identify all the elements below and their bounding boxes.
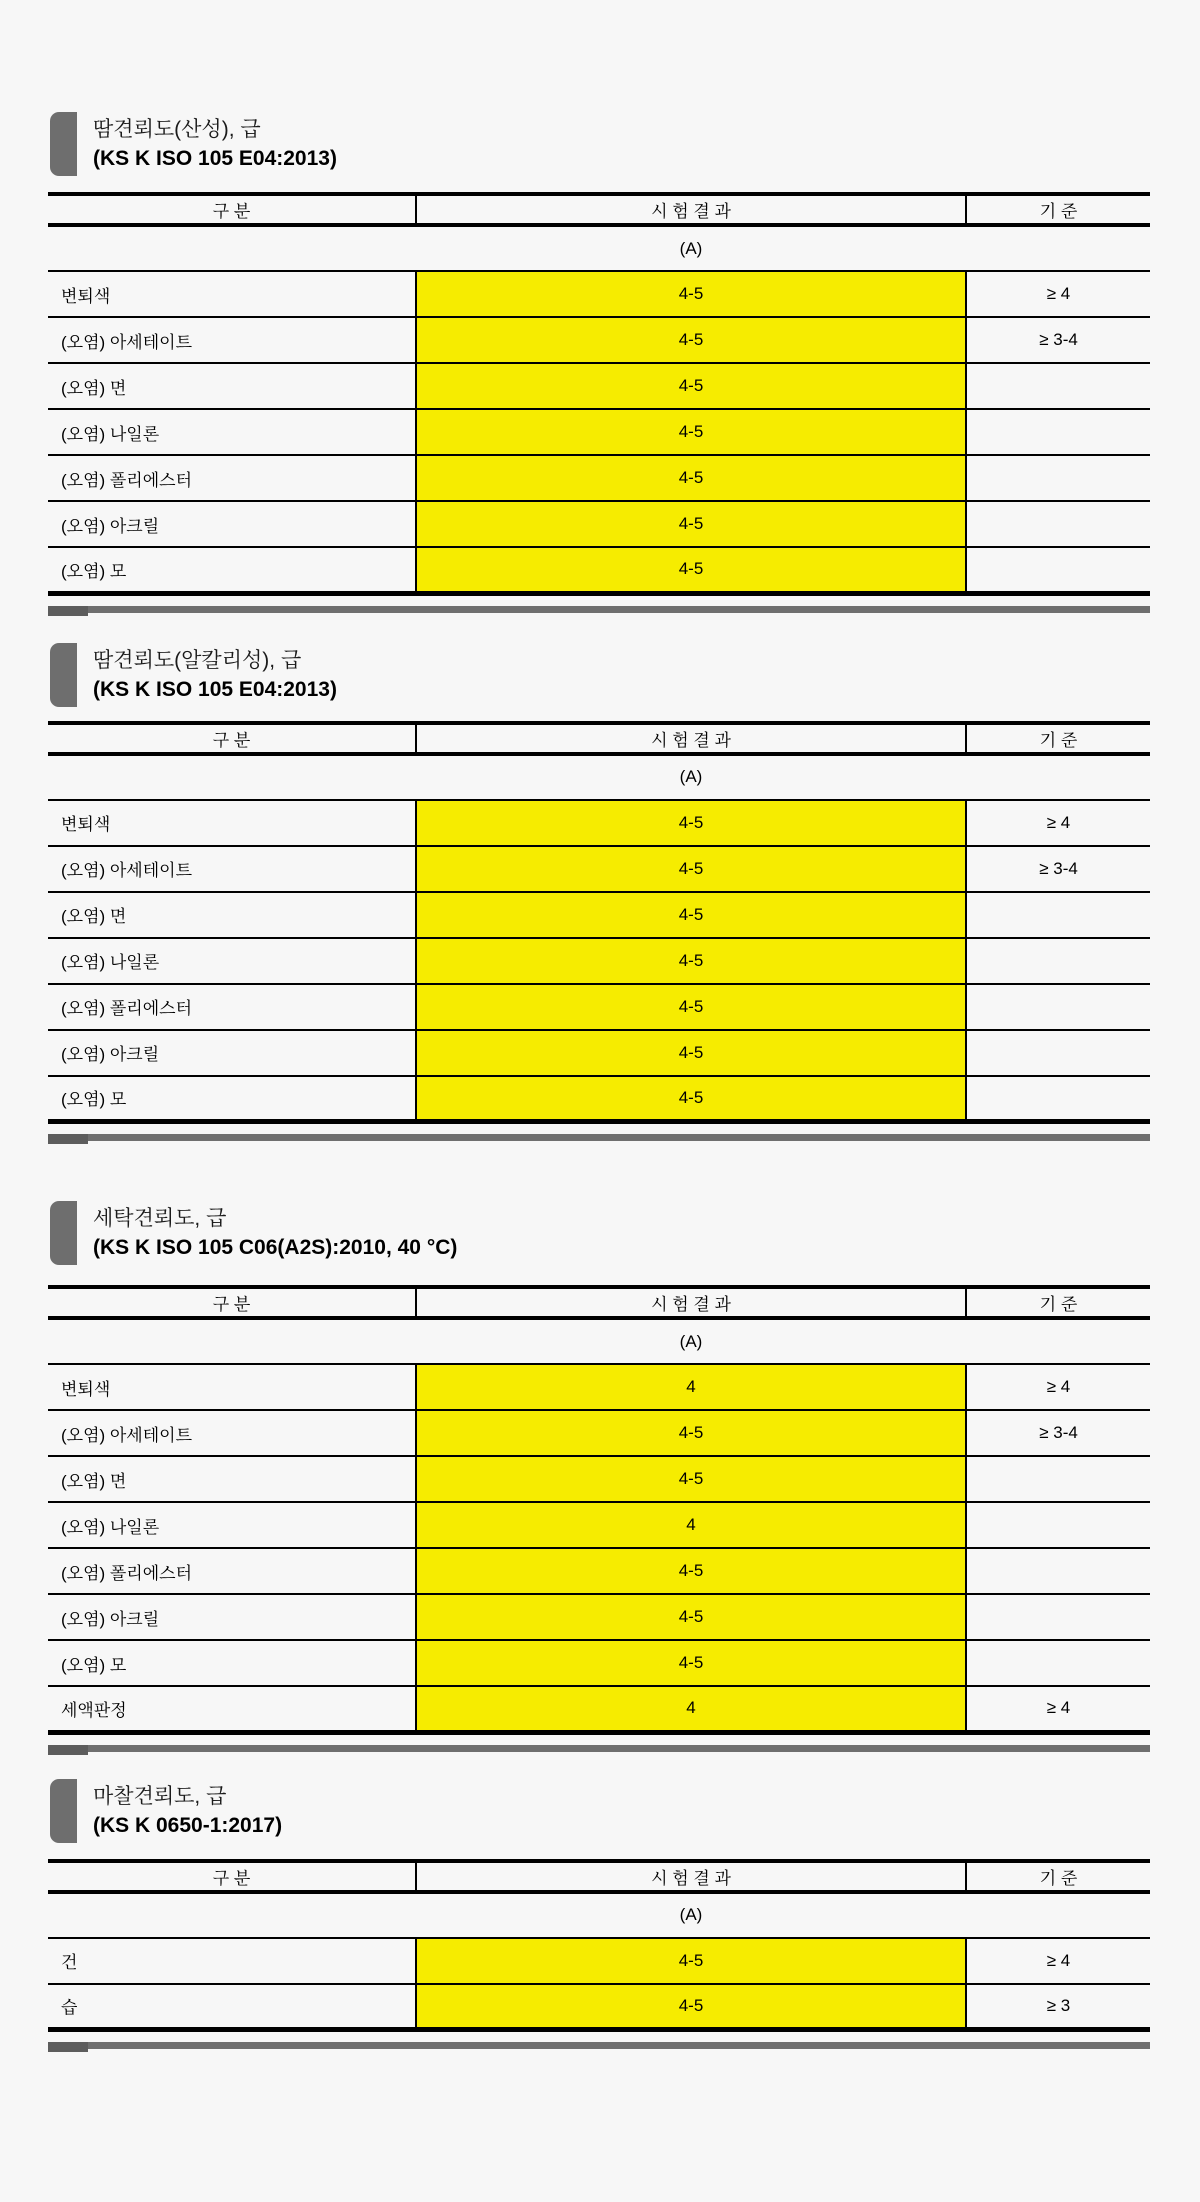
result-cell: 4 — [416, 1686, 966, 1732]
table-row — [48, 547, 1150, 593]
table-row — [48, 1030, 1150, 1076]
row-label-cell: (오염) 면 — [48, 892, 416, 938]
row-label-cell: 변퇴색 — [48, 800, 416, 846]
table-row — [48, 1640, 1150, 1686]
criteria-cell — [966, 455, 1150, 501]
col-header-category: 구 분 — [48, 1287, 416, 1318]
result-table — [48, 1285, 1150, 1735]
result-cell: 4-5 — [416, 1984, 966, 2030]
table-body — [48, 225, 1150, 593]
table-row — [48, 1686, 1150, 1732]
section-divider — [48, 2042, 1150, 2049]
row-label-cell: (오염) 모 — [48, 1640, 416, 1686]
col-header-criteria: 기 준 — [966, 723, 1150, 754]
result-cell: 4-5 — [416, 800, 966, 846]
criteria-cell: ≥ 3-4 — [966, 1410, 1150, 1456]
col-header-result: 시 험 결 과 — [416, 194, 966, 225]
group-spacer — [48, 754, 416, 800]
criteria-cell: ≥ 3-4 — [966, 317, 1150, 363]
criteria-cell — [966, 1548, 1150, 1594]
table-row — [48, 1548, 1150, 1594]
criteria-cell — [966, 1594, 1150, 1640]
divider-cap — [48, 2042, 88, 2052]
result-cell: 4-5 — [416, 1076, 966, 1122]
divider-cap — [48, 1134, 88, 1144]
row-label-cell: (오염) 면 — [48, 363, 416, 409]
table-header-row — [48, 723, 1150, 754]
criteria-cell — [966, 1076, 1150, 1122]
row-label-cell: (오염) 폴리에스터 — [48, 455, 416, 501]
criteria-cell — [966, 547, 1150, 593]
result-cell: 4-5 — [416, 1938, 966, 1984]
result-cell: 4-5 — [416, 547, 966, 593]
result-cell: 4-5 — [416, 501, 966, 547]
criteria-cell — [966, 1456, 1150, 1502]
table-body — [48, 754, 1150, 1122]
test-section-washing — [0, 1141, 1200, 1752]
row-label-cell: (오염) 아크릴 — [48, 1594, 416, 1640]
result-cell: 4-5 — [416, 892, 966, 938]
result-cell: 4-5 — [416, 1030, 966, 1076]
row-label-cell: (오염) 아세테이트 — [48, 846, 416, 892]
row-label-cell: (오염) 나일론 — [48, 938, 416, 984]
section-standard: (KS K ISO 105 C06(A2S):2010, 40 °C) — [93, 1236, 458, 1259]
table-row — [48, 984, 1150, 1030]
group-spacer — [48, 1318, 416, 1364]
table-row — [48, 455, 1150, 501]
table-row — [48, 1502, 1150, 1548]
criteria-cell: ≥ 3-4 — [966, 846, 1150, 892]
group-spacer — [966, 1892, 1150, 1938]
group-spacer — [48, 225, 416, 271]
result-cell: 4-5 — [416, 363, 966, 409]
section-titles — [93, 112, 337, 176]
section-standard: (KS K ISO 105 E04:2013) — [93, 677, 337, 701]
row-label-cell: (오염) 모 — [48, 1076, 416, 1122]
section-standard: (KS K ISO 105 E04:2013) — [93, 147, 337, 170]
section-header — [50, 112, 1200, 176]
criteria-cell — [966, 984, 1150, 1030]
table-row — [48, 1076, 1150, 1122]
table-row — [48, 1594, 1150, 1640]
result-cell: 4-5 — [416, 1410, 966, 1456]
group-label: (A) — [416, 225, 966, 271]
table-row — [48, 846, 1150, 892]
section-titles — [93, 643, 337, 707]
table-row — [48, 1364, 1150, 1410]
section-title: 땀견뢰도(알칼리성), 급 — [93, 648, 302, 672]
group-row — [48, 1318, 1150, 1364]
section-marker-bar — [50, 112, 77, 176]
row-label-cell: 변퇴색 — [48, 271, 416, 317]
row-label-cell: (오염) 면 — [48, 1456, 416, 1502]
section-title: 마찰견뢰도, 급 — [93, 1784, 227, 1808]
result-table — [48, 721, 1150, 1125]
row-label-cell: (오염) 나일론 — [48, 409, 416, 455]
criteria-cell: ≥ 4 — [966, 1938, 1150, 1984]
section-header — [50, 643, 1200, 707]
row-label-cell: 세액판정 — [48, 1686, 416, 1732]
result-cell: 4-5 — [416, 1456, 966, 1502]
group-label: (A) — [416, 1318, 966, 1364]
group-spacer — [966, 225, 1150, 271]
result-cell: 4-5 — [416, 409, 966, 455]
result-cell: 4-5 — [416, 1640, 966, 1686]
row-label-cell: 습 — [48, 1984, 416, 2030]
divider-cap — [48, 606, 88, 616]
table-row — [48, 363, 1150, 409]
row-label-cell: (오염) 나일론 — [48, 1502, 416, 1548]
group-spacer — [48, 1892, 416, 1938]
row-label-cell: 변퇴색 — [48, 1364, 416, 1410]
row-label-cell: (오염) 모 — [48, 547, 416, 593]
row-label-cell: (오염) 폴리에스터 — [48, 984, 416, 1030]
section-divider — [48, 1745, 1150, 1752]
criteria-cell: ≥ 3 — [966, 1984, 1150, 2030]
table-body — [48, 1318, 1150, 1732]
col-header-criteria: 기 준 — [966, 1287, 1150, 1318]
table-row — [48, 501, 1150, 547]
criteria-cell — [966, 409, 1150, 455]
section-header — [50, 1779, 1200, 1843]
result-cell: 4 — [416, 1502, 966, 1548]
criteria-cell — [966, 1502, 1150, 1548]
table-row — [48, 1456, 1150, 1502]
section-title: 세탁견뢰도, 급 — [93, 1207, 227, 1230]
criteria-cell — [966, 938, 1150, 984]
table-header-row — [48, 1287, 1150, 1318]
section-divider — [48, 1134, 1150, 1141]
row-label-cell: (오염) 아크릴 — [48, 501, 416, 547]
test-section-perspiration-acid — [0, 0, 1200, 613]
result-cell: 4-5 — [416, 984, 966, 1030]
result-cell: 4-5 — [416, 271, 966, 317]
table-row — [48, 800, 1150, 846]
section-marker-bar — [50, 643, 77, 707]
section-divider — [48, 606, 1150, 613]
table-header-row — [48, 194, 1150, 225]
group-spacer — [966, 1318, 1150, 1364]
result-cell: 4-5 — [416, 455, 966, 501]
result-table — [48, 1859, 1150, 2033]
test-section-rubbing — [0, 1752, 1200, 2050]
col-header-category: 구 분 — [48, 723, 416, 754]
row-label-cell: (오염) 아크릴 — [48, 1030, 416, 1076]
group-spacer — [966, 754, 1150, 800]
section-standard: (KS K 0650-1:2017) — [93, 1813, 283, 1837]
section-marker-bar — [50, 1779, 77, 1843]
test-section-perspiration-alkaline — [0, 613, 1200, 1142]
row-label-cell: (오염) 아세테이트 — [48, 1410, 416, 1456]
row-label-cell: 건 — [48, 1938, 416, 1984]
col-header-result: 시 험 결 과 — [416, 1287, 966, 1318]
criteria-cell: ≥ 4 — [966, 1364, 1150, 1410]
table-row — [48, 1984, 1150, 2030]
row-label-cell: (오염) 폴리에스터 — [48, 1548, 416, 1594]
group-label: (A) — [416, 1892, 966, 1938]
table-body — [48, 1892, 1150, 2030]
criteria-cell: ≥ 4 — [966, 271, 1150, 317]
group-row — [48, 225, 1150, 271]
table-row — [48, 938, 1150, 984]
result-table — [48, 192, 1150, 596]
criteria-cell — [966, 1030, 1150, 1076]
col-header-criteria: 기 준 — [966, 1861, 1150, 1892]
table-row — [48, 271, 1150, 317]
criteria-cell — [966, 501, 1150, 547]
result-cell: 4-5 — [416, 846, 966, 892]
col-header-result: 시 험 결 과 — [416, 723, 966, 754]
section-title: 땀견뢰도(산성), 급 — [93, 118, 261, 141]
table-row — [48, 892, 1150, 938]
group-row — [48, 754, 1150, 800]
criteria-cell — [966, 892, 1150, 938]
criteria-cell — [966, 1640, 1150, 1686]
criteria-cell: ≥ 4 — [966, 1686, 1150, 1732]
group-row — [48, 1892, 1150, 1938]
result-cell: 4-5 — [416, 938, 966, 984]
col-header-category: 구 분 — [48, 1861, 416, 1892]
col-header-category: 구 분 — [48, 194, 416, 225]
result-cell: 4 — [416, 1364, 966, 1410]
section-header — [50, 1201, 1200, 1265]
table-row — [48, 1410, 1150, 1456]
criteria-cell: ≥ 4 — [966, 800, 1150, 846]
table-row — [48, 409, 1150, 455]
row-label-cell: (오염) 아세테이트 — [48, 317, 416, 363]
result-cell: 4-5 — [416, 1594, 966, 1640]
col-header-criteria: 기 준 — [966, 194, 1150, 225]
section-titles — [93, 1201, 457, 1265]
result-cell: 4-5 — [416, 1548, 966, 1594]
table-header-row — [48, 1861, 1150, 1892]
section-titles — [93, 1779, 282, 1843]
table-row — [48, 1938, 1150, 1984]
section-marker-bar — [50, 1201, 77, 1265]
col-header-result: 시 험 결 과 — [416, 1861, 966, 1892]
result-cell: 4-5 — [416, 317, 966, 363]
group-label: (A) — [416, 754, 966, 800]
table-row — [48, 317, 1150, 363]
criteria-cell — [966, 363, 1150, 409]
divider-cap — [48, 1745, 88, 1755]
